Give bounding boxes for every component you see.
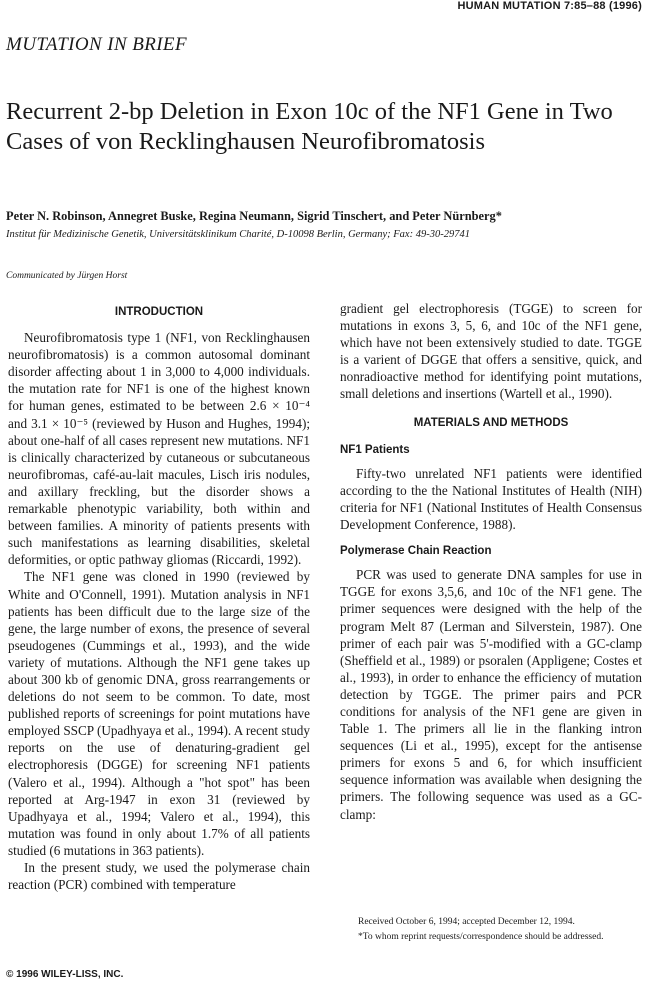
intro-paragraph-1: Neurofibromatosis type 1 (NF1, von Recklinghausen neurofibromatosis) is a common autosomal dominant disorder affecting about 1 in 3,000 to 4,000 individuals. the mutation rate for NF1 is one of the highest known for human genes, estimated to be between 2.6 × 10⁻⁴ and 3.1 × 10⁻⁵ (reviewed by Huson and Hughes, 1994); about one-half of all cases represent new mutations. NF1 is clinically characterized by cutaneous or subcutaneous neurofibromas, café-au-lait macules, Lisch iris nodules, and axillary freckling, but the disorder shows a remarkable phenotypic variability, both within and between families. A minority of patients presents with such manifestations as learning disabilities, skeletal deformities, or optic pathway gliomas (Riccardi, 1992). — [8, 330, 310, 568]
journal-citation: HUMAN MUTATION 7:85–88 (1996) — [457, 0, 642, 12]
received-note: Received October 6, 1994; accepted December 12, 1994. — [358, 917, 575, 927]
article-title: Recurrent 2-bp Deletion in Exon 10c of the NF1 Gene in Two Cases of von Recklinghausen Neurofibromatosis — [6, 98, 613, 155]
patients-paragraph: Fifty-two unrelated NF1 patients were identified according to the the National Institutes of Health (NIH) criteria for NF1 (National Institutes of Health Consensus Development Conference, 1988). — [340, 465, 642, 533]
intro-paragraph-3: In the present study, we used the polymerase chain reaction (PCR) combined with temperature — [8, 860, 310, 893]
copyright: © 1996 WILEY-LISS, INC. — [6, 969, 124, 980]
left-column — [8, 300, 310, 893]
right-column — [340, 300, 642, 823]
intro-paragraph-2: The NF1 gene was cloned in 1990 (reviewed by White and O'Connell, 1991). Mutation analysis in NF1 patients has been difficult due to the large size of the gene, the large number of exons, the presence of several pseudogenes (Cummings et al., 1993), and the wide variety of mutations. Although the NF1 gene takes up about 300 kb of genomic DNA, gross rearrangements or deletions do not seem to be common. To date, most published reports of screenings for point mutations have employed SSCP (Upadhyaya et al., 1994). A recent study reports on the use of denaturing-gradient gel electrophoresis (DGGE) for screening NF1 patients (Valero et al., 1994). Although a "hot spot" has been reported at Arg-1947 in exon 31 (reviewed by Upadhyaya et al., 1994; Valero et al., 1994), this mutation was found in only about 1.7% of all patients studied (6 mutations in 363 patients). — [8, 569, 310, 858]
introduction-heading: INTRODUCTION — [114, 306, 204, 318]
author-list: Peter N. Robinson, Annegret Buske, Regina Neumann, Sigrid Tinschert, and Peter Nürnberg* — [6, 209, 502, 223]
methods-heading: MATERIALS AND METHODS — [413, 416, 569, 429]
pcr-heading: Polymerase Chain Reaction — [340, 545, 492, 558]
patients-heading: NF1 Patients — [340, 443, 410, 456]
pcr-paragraph: PCR was used to generate DNA samples for use in TGGE for exons 3,5,6, and 10c of the NF1 gene. The primer sequences were designed with the help of the program Melt 87 (Lerman and Silverstein, 1987). One primer of each pair was 5'-modified with a GC-clamp (Sheffield et al., 1989) or psoralen (Appligene; Costes et al., 1993), in order to enhance the efficiency of mutation detection by TGGE. The primer pairs and PCR conditions for analysis of the NF1 gene are given in Table 1. The primers all lie in the flanking intron sequences (Li et al., 1995), except for the antisense primers for exons 5 and 6, for which insufficient sequence information was available when designing the primers. The following sequence was used as a GC-clamp: — [340, 567, 642, 822]
footnotes — [358, 916, 644, 946]
intro-paragraph-continued: gradient gel electrophoresis (TGGE) to screen for mutations in exons 3, 5, 6, and 10c of the NF1 gene, which have not been extensively studied to date. TGGE is a varient of DGGE that offers a sensitive, quick, and nonradioactive method for identifying point mutations, small deletions and insertions (Wartell et al., 1990). — [340, 301, 642, 402]
communicated-by: Communicated by Jürgen Horst — [6, 271, 128, 281]
affiliation: Institut für Medizinische Genetik, Universitätsklinikum Charité, D-10098 Berlin, Germany; Fax: 49-30-29741 — [6, 229, 470, 240]
correspondence-note: *To whom reprint requests/correspondence should be addressed. — [358, 932, 604, 942]
section-label: MUTATION IN BRIEF — [6, 34, 187, 55]
